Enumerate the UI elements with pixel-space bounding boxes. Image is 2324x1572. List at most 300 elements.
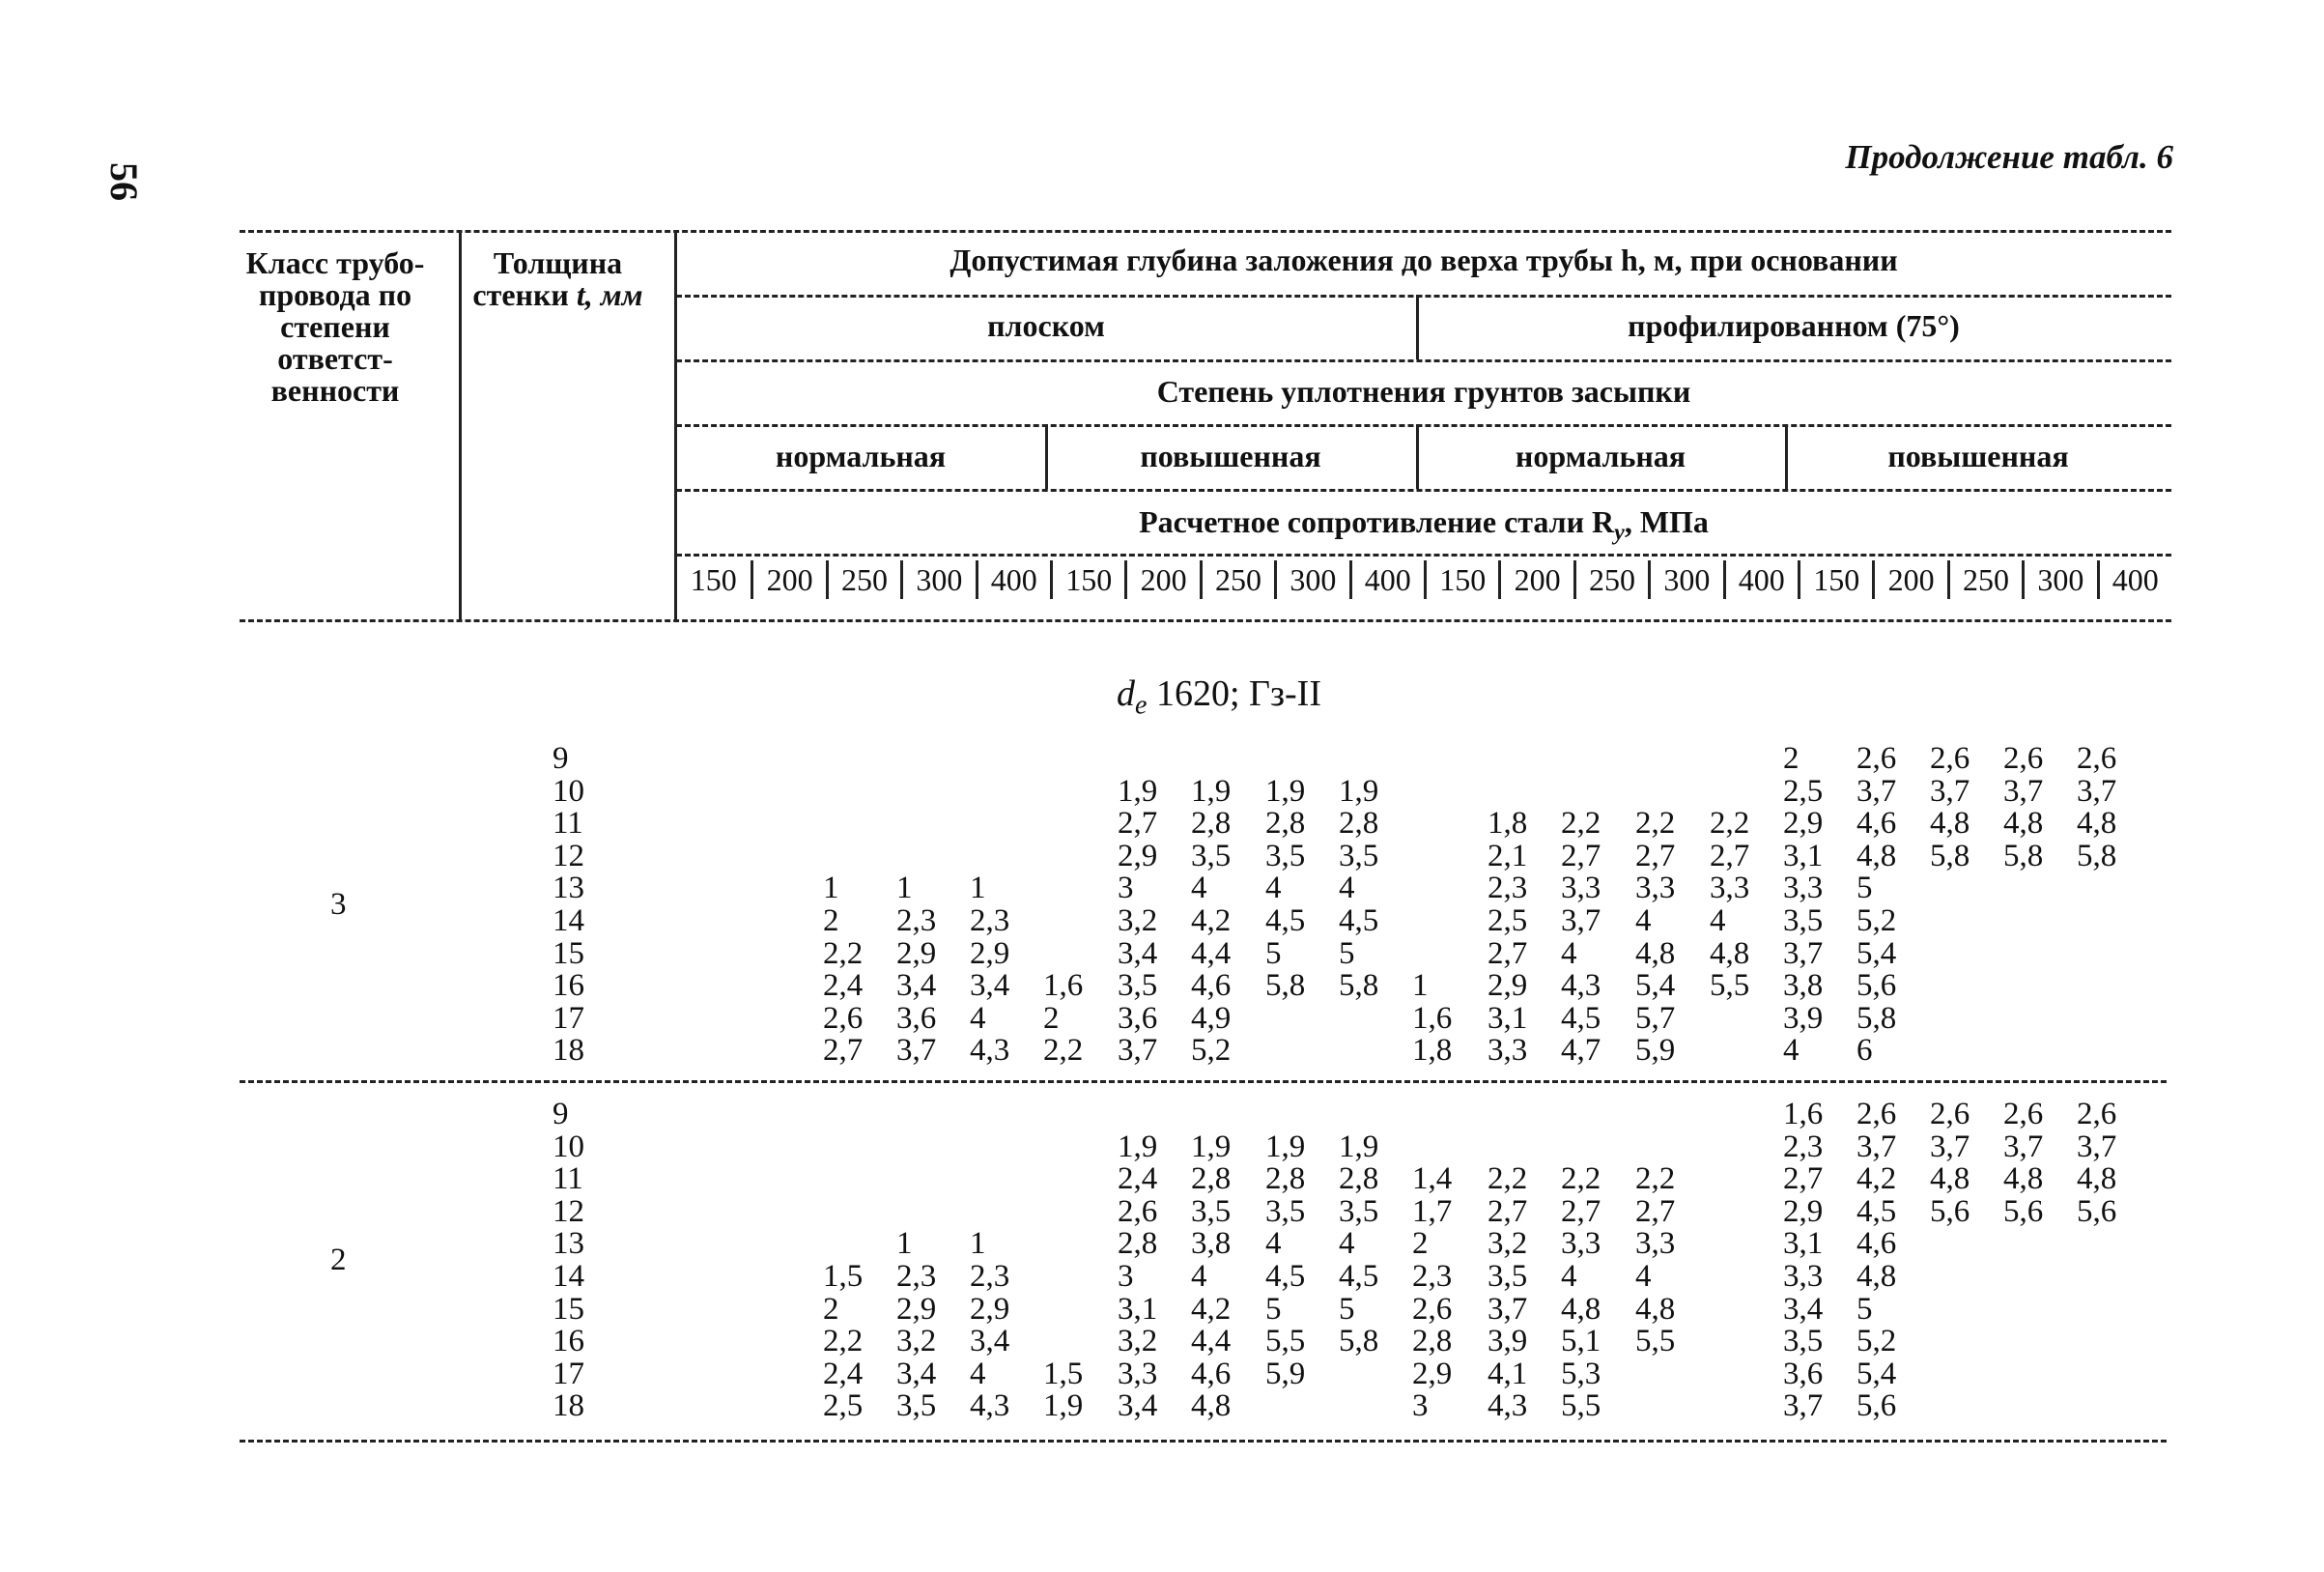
section-title-rest: 1620; Гз-II	[1147, 673, 1321, 714]
depth-value: 3,3	[1561, 871, 1601, 906]
depth-value: 4,2	[1191, 1291, 1232, 1327]
depth-value: 2,9	[1488, 968, 1528, 1004]
resistance-value: 300	[900, 560, 975, 599]
depth-value: 2,9	[970, 1291, 1010, 1327]
depth-value: 1,6	[1412, 1000, 1453, 1036]
depth-value: 3,2	[1488, 1226, 1528, 1262]
depth-value: 3,4	[1783, 1291, 1824, 1327]
depth-value: 4,5	[1265, 903, 1306, 938]
wall-thickness: 15	[553, 1291, 584, 1327]
section-title	[0, 672, 2324, 722]
depth-value: 4,8	[1930, 1161, 1970, 1197]
depth-value: 1,9	[1118, 773, 1158, 809]
depth-value: 4,8	[1561, 1291, 1601, 1327]
depth-value: 2,6	[1118, 1193, 1158, 1229]
wall-thickness: 12	[553, 838, 584, 873]
depth-value: 1,4	[1412, 1161, 1453, 1197]
depth-value: 1,6	[1043, 968, 1084, 1004]
depth-value: 4	[1191, 871, 1207, 906]
depth-value: 3,7	[1856, 773, 1897, 809]
depth-value: 5,8	[2003, 838, 2044, 873]
depth-value: 2,6	[1856, 741, 1897, 776]
depth-value: 4,8	[1856, 838, 1897, 873]
pipeline-class: 3	[330, 887, 347, 923]
depth-value: 4,8	[1635, 935, 1676, 971]
resistance-value: 400	[976, 560, 1050, 599]
depth-value: 3,3	[1118, 1356, 1158, 1391]
depth-value: 5,2	[1856, 1324, 1897, 1359]
depth-value: 2,6	[2003, 741, 2044, 776]
depth-value: 4,4	[1191, 1324, 1232, 1359]
depth-value: 4,5	[1561, 1000, 1601, 1036]
depth-value: 3,4	[970, 1324, 1010, 1359]
resistance-value: 150	[1798, 560, 1872, 599]
depth-value: 4,8	[1930, 806, 1970, 842]
rule-under-depth	[676, 295, 2171, 298]
depth-value: 5,4	[1856, 1356, 1897, 1391]
depth-value: 3,3	[1635, 871, 1676, 906]
depth-value: 2,2	[823, 1324, 864, 1359]
depth-value: 4,6	[1191, 968, 1232, 1004]
depth-value: 5,5	[1265, 1324, 1306, 1359]
wall-thickness: 16	[553, 1324, 584, 1359]
depth-value: 4	[970, 1000, 986, 1036]
depth-value: 3,6	[1783, 1356, 1824, 1391]
resistance-value: 300	[2022, 560, 2096, 599]
depth-value: 1,8	[1488, 806, 1528, 842]
depth-value: 5,9	[1265, 1356, 1306, 1391]
wall-thickness: 9	[553, 741, 569, 776]
depth-value: 3,3	[1783, 1259, 1824, 1294]
depth-value: 4,6	[1191, 1356, 1232, 1391]
wall-thickness: 17	[553, 1000, 584, 1036]
depth-value: 2,7	[1118, 806, 1158, 842]
depth-value: 3,5	[1488, 1259, 1528, 1294]
divider-class	[459, 230, 462, 619]
depth-value: 3	[1118, 871, 1134, 906]
depth-value: 2,8	[1265, 806, 1306, 842]
depth-value: 3,5	[1339, 1193, 1379, 1229]
wall-thickness: 10	[553, 773, 584, 809]
depth-value: 2,9	[1412, 1356, 1453, 1391]
depth-value: 2,8	[1339, 1161, 1379, 1197]
depth-value: 5,9	[1635, 1033, 1676, 1069]
depth-value: 5	[1856, 1291, 1873, 1327]
depth-value: 3,7	[2077, 773, 2117, 809]
depth-value: 5,6	[1930, 1193, 1970, 1229]
depth-value: 4	[970, 1356, 986, 1391]
depth-value: 3,2	[896, 1324, 937, 1359]
rule-group-separator	[240, 1080, 2167, 1083]
depth-value: 4	[1191, 1259, 1207, 1294]
depth-value: 4,2	[1856, 1161, 1897, 1197]
depth-value: 2	[1412, 1226, 1429, 1262]
depth-value: 4,8	[2077, 1161, 2117, 1197]
depth-value: 2,9	[1783, 1193, 1824, 1229]
depth-value: 1,8	[1412, 1033, 1453, 1069]
depth-value: 5,4	[1856, 935, 1897, 971]
table-continuation-caption: Продолжение табл. 6	[1845, 138, 2173, 176]
depth-value: 1,7	[1412, 1193, 1453, 1229]
depth-value: 3,5	[1265, 1193, 1306, 1229]
depth-value: 2,3	[1412, 1259, 1453, 1294]
depth-value: 1,9	[1265, 773, 1306, 809]
resistance-value: 200	[751, 560, 825, 599]
depth-value: 2	[1783, 741, 1800, 776]
depth-value: 1,9	[1043, 1388, 1084, 1424]
depth-value: 2,2	[1635, 1161, 1676, 1197]
depth-value: 3,3	[1488, 1033, 1528, 1069]
wall-thickness: 16	[553, 968, 584, 1004]
depth-value: 1	[1412, 968, 1429, 1004]
resistance-value: 150	[1424, 560, 1498, 599]
depth-value: 3,7	[1856, 1129, 1897, 1164]
depth-value: 3,1	[1488, 1000, 1528, 1036]
depth-value: 2,7	[1488, 1193, 1528, 1229]
wall-thickness: 15	[553, 935, 584, 971]
resistance-value: 300	[1274, 560, 1348, 599]
wall-thickness: 10	[553, 1129, 584, 1164]
resistance-value: 200	[1124, 560, 1199, 599]
depth-value: 1	[896, 871, 913, 906]
depth-value: 2,8	[1118, 1226, 1158, 1262]
depth-value: 2,3	[970, 1259, 1010, 1294]
depth-value: 2,2	[1635, 806, 1676, 842]
depth-value: 3,1	[1783, 1226, 1824, 1262]
wall-thickness: 12	[553, 1193, 584, 1229]
depth-value: 2,5	[823, 1388, 864, 1424]
depth-value: 4,5	[1856, 1193, 1897, 1229]
wall-thickness: 14	[553, 1259, 584, 1294]
header-wall-thickness	[464, 247, 652, 311]
header-pipeline-class: Класс трубо-провода по степени ответст-венности	[245, 245, 425, 408]
depth-value: 4,5	[1339, 903, 1379, 938]
depth-value: 4,3	[970, 1033, 1010, 1069]
depth-value: 1,5	[823, 1259, 864, 1294]
depth-value: 5,1	[1561, 1324, 1601, 1359]
depth-value: 2,6	[2003, 1097, 2044, 1131]
depth-value: 4	[1265, 871, 1282, 906]
depth-value: 2,4	[823, 1356, 864, 1391]
wall-thickness: 18	[553, 1033, 584, 1069]
depth-value: 3,7	[2077, 1129, 2117, 1164]
rule-header-bottom	[240, 619, 2171, 622]
resistance-value: 300	[1648, 560, 1722, 599]
depth-value: 2,3	[896, 903, 937, 938]
depth-value: 4,5	[1265, 1259, 1306, 1294]
depth-value: 2,8	[1265, 1161, 1306, 1197]
depth-value: 4,4	[1191, 935, 1232, 971]
wall-thickness: 13	[553, 1226, 584, 1262]
depth-value: 3,4	[896, 1356, 937, 1391]
depth-value: 5,3	[1561, 1356, 1601, 1391]
depth-value: 4,8	[1710, 935, 1750, 971]
depth-value: 1,9	[1339, 773, 1379, 809]
page-number: 56	[102, 162, 146, 201]
depth-value: 2,7	[1488, 935, 1528, 971]
depth-value: 5	[1339, 935, 1355, 971]
header-compaction-title: Степень уплотнения грунтов засыпки	[1156, 374, 1691, 409]
depth-value: 2,6	[2077, 1097, 2117, 1131]
depth-value: 4	[1561, 1259, 1577, 1294]
depth-value: 2,4	[1118, 1161, 1158, 1197]
depth-value: 4	[1635, 1259, 1652, 1294]
depth-value: 2,6	[1412, 1291, 1453, 1327]
depth-value: 4,8	[1635, 1291, 1676, 1327]
depth-value: 4	[1783, 1033, 1800, 1069]
depth-value: 2,4	[823, 968, 864, 1004]
depth-value: 2,2	[823, 935, 864, 971]
section-subscript: e	[1135, 690, 1148, 721]
depth-value: 2,3	[896, 1259, 937, 1294]
depth-value: 3,4	[1118, 935, 1158, 971]
rule-under-resistance	[676, 554, 2171, 557]
depth-value: 3,3	[1561, 1226, 1601, 1262]
depth-value: 3,5	[1265, 838, 1306, 873]
depth-value: 3,5	[1118, 968, 1158, 1004]
depth-value: 3,7	[896, 1033, 937, 1069]
header-resistance-title	[676, 505, 2171, 549]
depth-value: 5,7	[1635, 1000, 1676, 1036]
depth-value: 2,7	[1783, 1161, 1824, 1197]
depth-value: 2	[823, 1291, 839, 1327]
header-wall-thickness-unit: t, мм	[576, 277, 643, 312]
wall-thickness: 11	[553, 806, 583, 842]
depth-value: 2,9	[1783, 806, 1824, 842]
rule-table-bottom	[240, 1440, 2167, 1443]
depth-value: 1,9	[1339, 1129, 1379, 1164]
depth-value: 2,3	[970, 903, 1010, 938]
depth-value: 4,8	[2003, 1161, 2044, 1197]
depth-value: 5,6	[2077, 1193, 2117, 1229]
depth-value: 3,7	[2003, 1129, 2044, 1164]
depth-value: 1,9	[1265, 1129, 1306, 1164]
wall-thickness: 13	[553, 871, 584, 906]
depth-value: 5	[1339, 1291, 1355, 1327]
depth-value: 5,6	[2003, 1193, 2044, 1229]
depth-value: 4,3	[970, 1388, 1010, 1424]
rule-top	[240, 230, 2171, 233]
depth-value: 1,9	[1191, 1129, 1232, 1164]
depth-value: 1	[823, 871, 839, 906]
section-symbol: d	[1117, 673, 1136, 714]
pipeline-class: 2	[330, 1243, 347, 1278]
depth-value: 4,3	[1488, 1388, 1528, 1424]
depth-value: 5	[1856, 871, 1873, 906]
depth-value: 4,1	[1488, 1356, 1528, 1391]
depth-value: 5,5	[1561, 1388, 1601, 1424]
depth-value: 5,4	[1635, 968, 1676, 1004]
depth-value: 3,3	[1783, 871, 1824, 906]
depth-value: 3,5	[1783, 1324, 1824, 1359]
depth-value: 5,8	[1339, 1324, 1379, 1359]
depth-value: 5,5	[1710, 968, 1750, 1004]
depth-value: 5,2	[1191, 1033, 1232, 1069]
depth-value: 5	[1265, 1291, 1282, 1327]
depth-value: 3,7	[1930, 1129, 1970, 1164]
wall-thickness: 17	[553, 1356, 584, 1391]
depth-value: 2,9	[896, 1291, 937, 1327]
depth-value: 4	[1339, 871, 1355, 906]
depth-value: 2,6	[2077, 741, 2117, 776]
depth-value: 3,7	[1783, 1388, 1824, 1424]
wall-thickness: 14	[553, 903, 584, 938]
depth-value: 3,7	[1561, 903, 1601, 938]
depth-value: 2,2	[1710, 806, 1750, 842]
depth-value: 3,7	[1930, 773, 1970, 809]
depth-value: 2,9	[970, 935, 1010, 971]
depth-value: 3,2	[1118, 903, 1158, 938]
depth-value: 4,6	[1856, 1226, 1897, 1262]
depth-value: 4,6	[1856, 806, 1897, 842]
resistance-value: 200	[1872, 560, 1946, 599]
depth-value: 2,3	[1783, 1129, 1824, 1164]
depth-value: 3,4	[896, 968, 937, 1004]
depth-value: 3,8	[1191, 1226, 1232, 1262]
depth-value: 2	[1043, 1000, 1060, 1036]
header-resistance-unit: , МПа	[1624, 504, 1709, 539]
depth-value: 5	[1265, 935, 1282, 971]
header-resistance-subscript: y	[1614, 520, 1625, 546]
depth-value: 3,1	[1783, 838, 1824, 873]
depth-value: 4,8	[2003, 806, 2044, 842]
header-compaction-normal-profiled: нормальная	[1515, 439, 1686, 473]
depth-value: 5,8	[1930, 838, 1970, 873]
depth-value: 3,7	[1118, 1033, 1158, 1069]
rule-under-compaction	[676, 424, 2171, 427]
depth-value: 5,8	[2077, 838, 2117, 873]
depth-value: 3,8	[1783, 968, 1824, 1004]
depth-value: 2,7	[1561, 1193, 1601, 1229]
depth-value: 3,5	[1783, 903, 1824, 938]
header-base-flat: плоском	[987, 308, 1105, 343]
depth-value: 2,6	[1930, 741, 1970, 776]
depth-value: 4	[1635, 903, 1652, 938]
depth-value: 4,7	[1561, 1033, 1601, 1069]
depth-value: 1	[970, 1226, 986, 1262]
depth-value: 3,7	[1783, 935, 1824, 971]
header-depth-title: Допустимая глубина заложения до верха трубы h, м, при основании	[949, 243, 1898, 277]
depth-value: 5,8	[1265, 968, 1306, 1004]
depth-value: 2,8	[1191, 806, 1232, 842]
depth-value: 2,7	[1561, 838, 1601, 873]
header-resistance-label: Расчетное сопротивление стали R	[1139, 504, 1615, 539]
resistance-value: 400	[2097, 560, 2171, 599]
depth-value: 4,8	[2077, 806, 2117, 842]
resistance-value: 400	[1723, 560, 1798, 599]
depth-value: 1,5	[1043, 1356, 1084, 1391]
wall-thickness: 18	[553, 1388, 584, 1424]
resistance-value: 150	[690, 562, 737, 597]
header-wall-thickness-label: Толщина стенки	[472, 245, 623, 312]
depth-value: 4,8	[1856, 1259, 1897, 1294]
depth-value: 1,9	[1191, 773, 1232, 809]
depth-value: 3,1	[1118, 1291, 1158, 1327]
depth-value: 2,8	[1191, 1161, 1232, 1197]
depth-value: 1,6	[1783, 1097, 1824, 1131]
depth-value: 3,6	[1118, 1000, 1158, 1036]
depth-value: 2,3	[1488, 871, 1528, 906]
depth-value: 1	[970, 871, 986, 906]
depth-value: 3,4	[970, 968, 1010, 1004]
depth-value: 4,5	[1339, 1259, 1379, 1294]
depth-value: 3,9	[1783, 1000, 1824, 1036]
resistance-value: 250	[1200, 560, 1274, 599]
depth-value: 2,1	[1488, 838, 1528, 873]
depth-value: 2,7	[1635, 838, 1676, 873]
depth-value: 3,7	[1488, 1291, 1528, 1327]
depth-value: 2	[823, 903, 839, 938]
depth-value: 3	[1118, 1259, 1134, 1294]
header-compaction-high-profiled: повышенная	[1887, 439, 2069, 473]
header-compaction-high-flat: повышенная	[1140, 439, 1321, 473]
depth-value: 3	[1412, 1388, 1429, 1424]
depth-value: 3,3	[1710, 871, 1750, 906]
depth-value: 4	[1265, 1226, 1282, 1262]
depth-value: 2,8	[1339, 806, 1379, 842]
resistance-value: 250	[826, 560, 900, 599]
depth-value: 1,9	[1118, 1129, 1158, 1164]
depth-value: 3,5	[1191, 1193, 1232, 1229]
depth-value: 2,2	[1561, 806, 1601, 842]
depth-value: 5,5	[1635, 1324, 1676, 1359]
depth-value: 3,6	[896, 1000, 937, 1036]
depth-value: 5,6	[1856, 1388, 1897, 1424]
wall-thickness: 11	[553, 1161, 583, 1197]
depth-value: 2,9	[896, 935, 937, 971]
depth-value: 4	[1710, 903, 1726, 938]
depth-value: 4,8	[1191, 1388, 1232, 1424]
depth-value: 3,5	[1339, 838, 1379, 873]
depth-value: 2,5	[1488, 903, 1528, 938]
depth-value: 5,6	[1856, 968, 1897, 1004]
resistance-value: 150	[1050, 560, 1124, 599]
depth-value: 2,2	[1043, 1033, 1084, 1069]
depth-value: 2,2	[1488, 1161, 1528, 1197]
depth-value: 3,5	[896, 1388, 937, 1424]
resistance-value: 250	[1573, 560, 1648, 599]
depth-value: 2,2	[1561, 1161, 1601, 1197]
depth-value: 6	[1856, 1033, 1873, 1069]
resistance-value: 250	[1947, 560, 2022, 599]
depth-value: 2,7	[823, 1033, 864, 1069]
depth-value: 2,9	[1118, 838, 1158, 873]
wall-thickness: 9	[553, 1097, 569, 1131]
depth-value: 4,3	[1561, 968, 1601, 1004]
depth-value: 3,4	[1118, 1388, 1158, 1424]
header-compaction-normal-flat: нормальная	[775, 439, 947, 473]
depth-value: 5,2	[1856, 903, 1897, 938]
depth-value: 3,2	[1118, 1324, 1158, 1359]
resistance-value: 200	[1498, 560, 1573, 599]
depth-value: 2,6	[1856, 1097, 1897, 1131]
depth-value: 2,7	[1710, 838, 1750, 873]
depth-value: 2,6	[823, 1000, 864, 1036]
depth-value: 2,5	[1783, 773, 1824, 809]
depth-value: 2,7	[1635, 1193, 1676, 1229]
rule-under-grades	[676, 489, 2171, 492]
depth-value: 3,7	[2003, 773, 2044, 809]
depth-value: 2,6	[1930, 1097, 1970, 1131]
depth-value: 4	[1339, 1226, 1355, 1262]
header-base-profiled: профилированном (75°)	[1628, 308, 1960, 343]
depth-value: 2,8	[1412, 1324, 1453, 1359]
resistance-value: 400	[1349, 560, 1424, 599]
depth-value: 3,5	[1191, 838, 1232, 873]
depth-value: 5,8	[1856, 1000, 1897, 1036]
depth-value: 3,3	[1635, 1226, 1676, 1262]
depth-value: 4,2	[1191, 903, 1232, 938]
